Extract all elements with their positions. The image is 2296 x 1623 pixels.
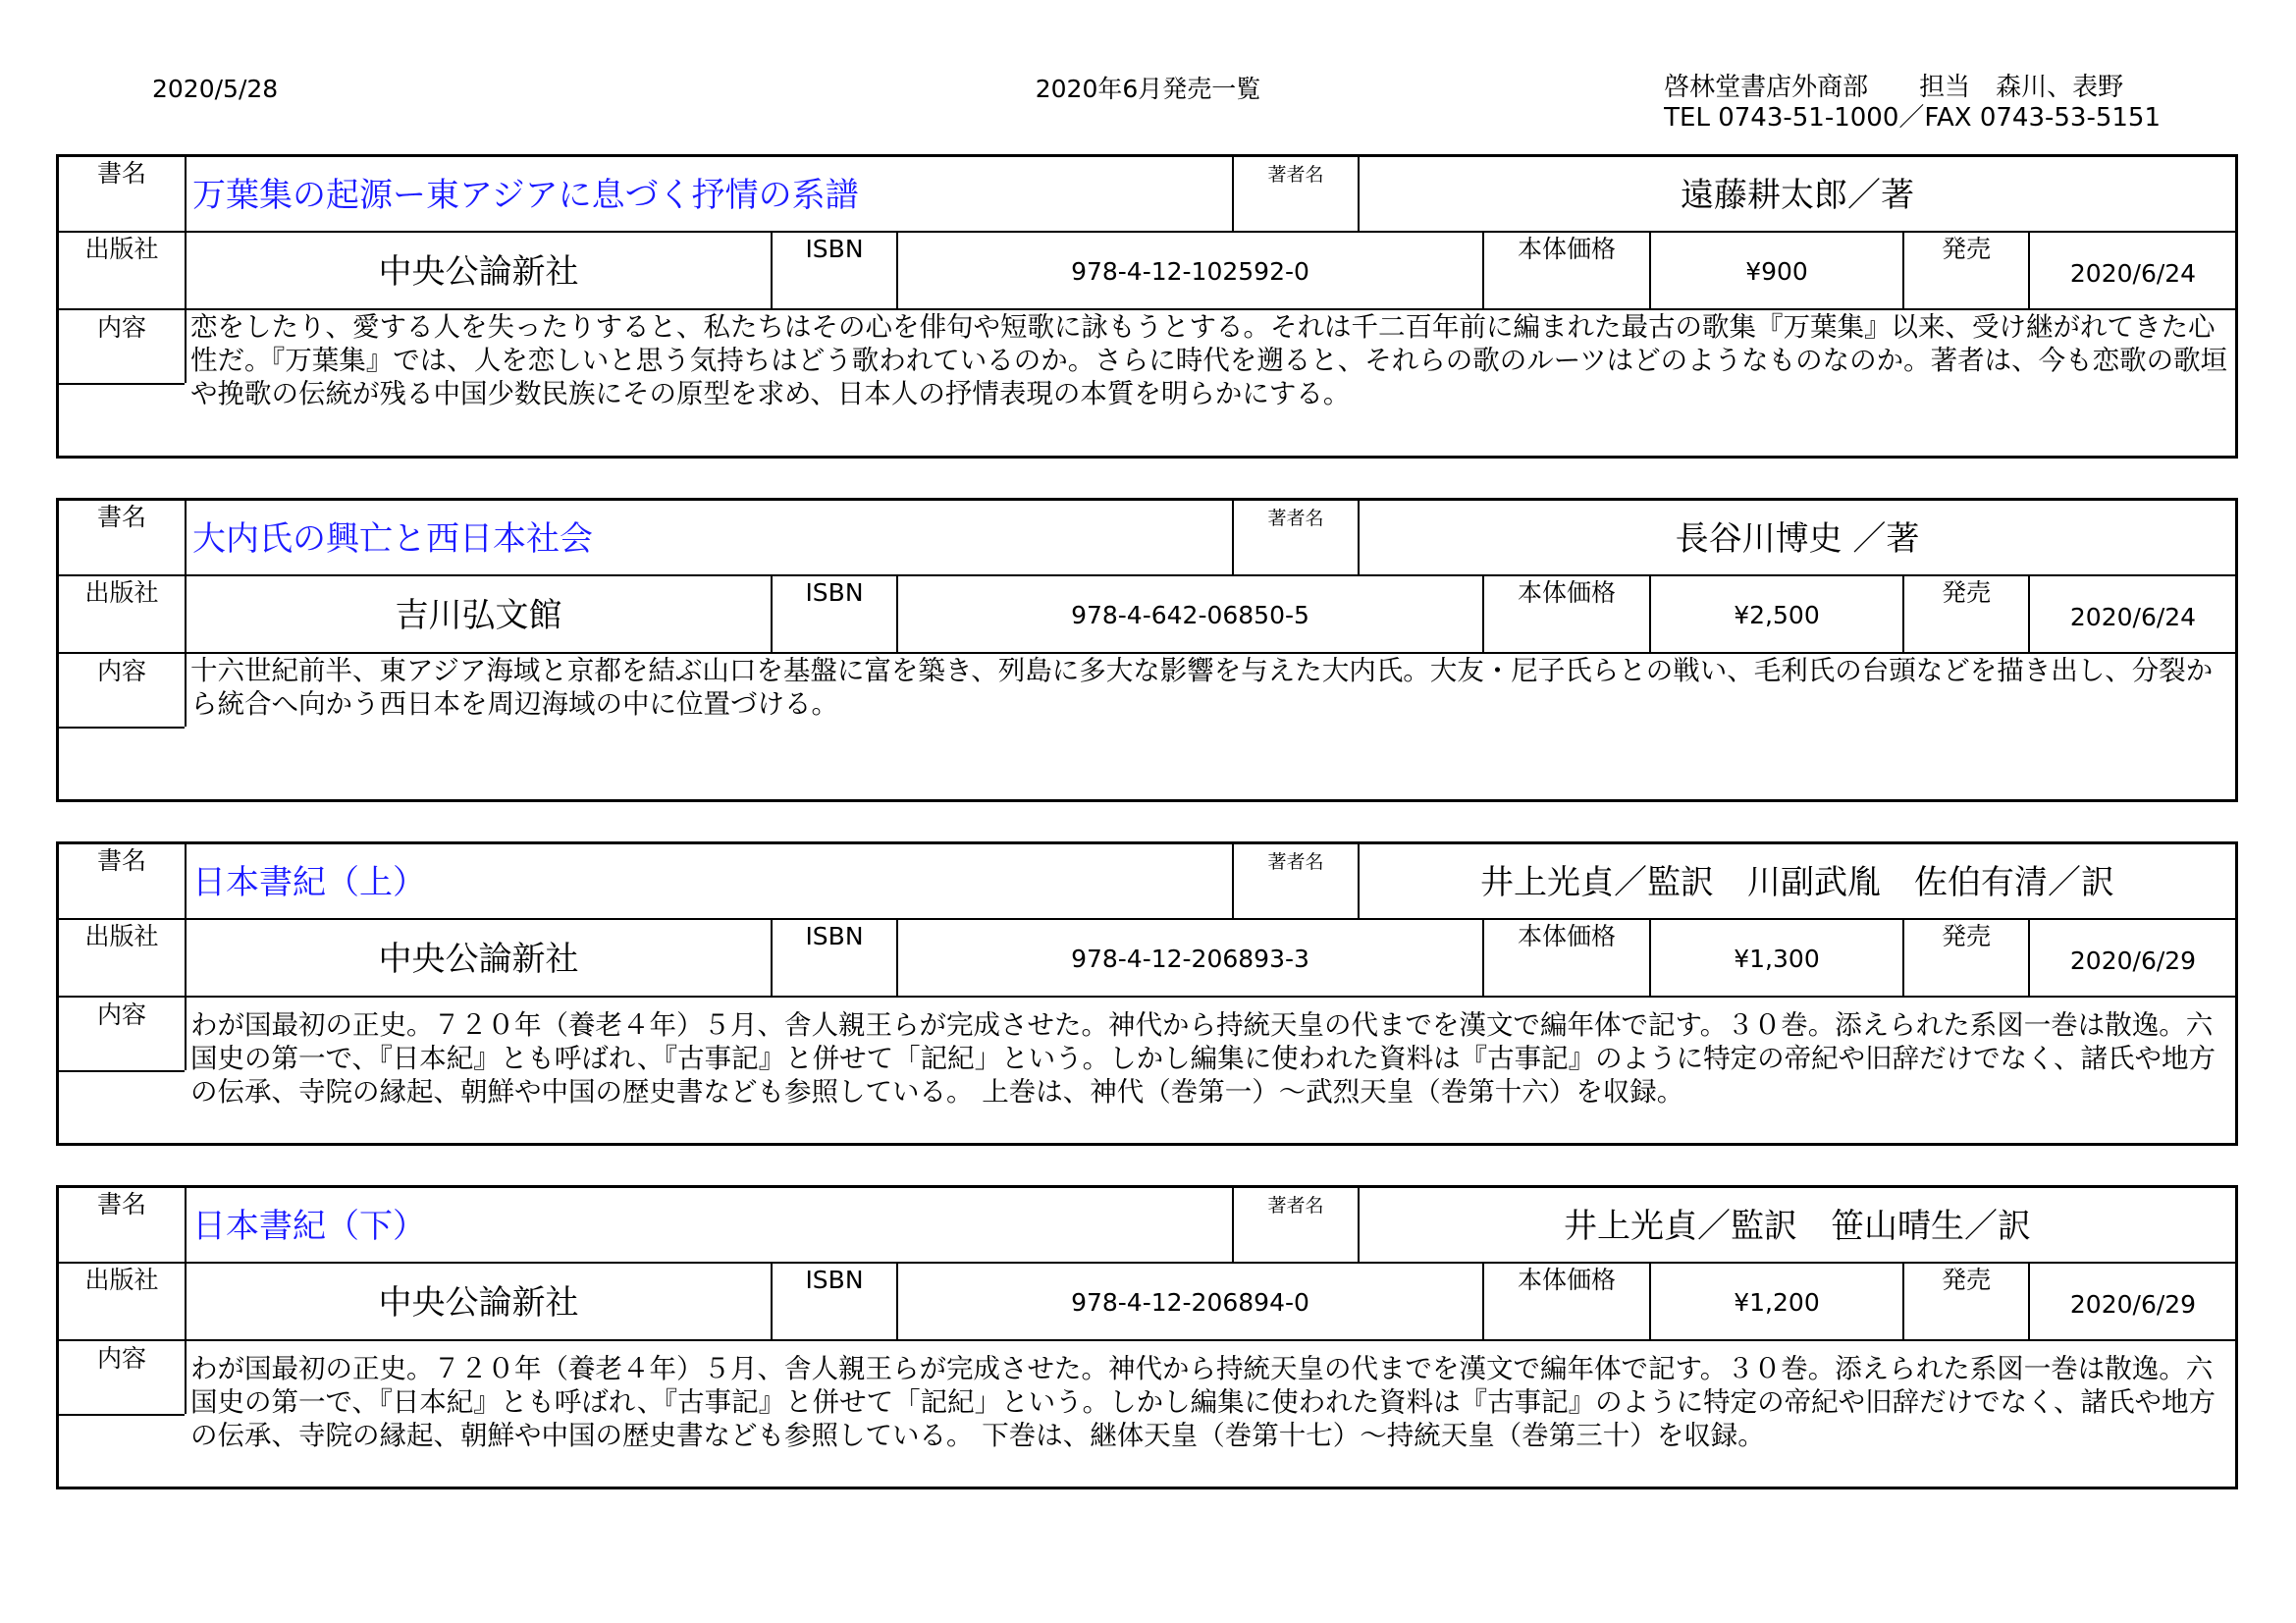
isbn-label: ISBN <box>805 922 864 950</box>
book-entry <box>56 498 2238 802</box>
document-title: 2020年6月発売一覧 <box>1035 75 1261 103</box>
company-line: 啓林堂書店外商部 担当 森川、表野 <box>1664 73 2124 102</box>
price-label: 本体価格 <box>1517 235 1616 263</box>
book-publisher: 中央公論新社 <box>378 1283 579 1323</box>
book-entry <box>56 1185 2238 1489</box>
isbn-label: ISBN <box>805 235 864 263</box>
book-price: ¥900 <box>1745 257 1808 286</box>
book-title: 万葉集の起源ー東アジアに息づく抒情の系譜 <box>192 176 859 215</box>
title-label: 書名 <box>96 159 146 188</box>
isbn-label: ISBN <box>805 1266 864 1294</box>
book-publisher: 中央公論新社 <box>378 252 579 292</box>
book-isbn: 978-4-642-06850-5 <box>1071 601 1309 629</box>
contact-line: TEL 0743-51-1000／FAX 0743-53-5151 <box>1664 103 2161 133</box>
book-description: わが国最初の正史。７２０年（養老４年）５月、舎人親王らが完成させた。神代から持統天皇の代までを漢文で編年体で記す。３０巻。添えられた系図一巻は散逸。六国史の第一で、『日本紀』とも呼ばれ、『古事記』と併せて「記紀」という。しかし編集に使われた資料は『古事記』のように特定の帝紀や旧辞だけでなく、諸氏や地方の伝承、寺院の縁起、朝鮮や中国の歴史書なども参照している。 下巻は、継体天皇（巻第十七）～持統天皇（巻第三十）を収録。 <box>190 1353 2216 1451</box>
book-title: 日本書紀（上） <box>192 863 426 902</box>
book-description: 恋をしたり、愛する人を失ったりすると、私たちはその心を俳句や短歌に詠もうとする。それは千二百年前に編まれた最古の歌集『万葉集』以来、受け継がれてきた心性だ。『万葉集』では、人を恋しいと思う気持ちはどう歌われているのか。さらに時代を遡ると、それらの歌のルーツはどのようなものなのか。著者は、今も恋歌の歌垣や挽歌の伝統が残る中国少数民族にその原型を求め、日本人の抒情表現の本質を明らかにする。 <box>190 311 2228 409</box>
book-entry <box>56 841 2238 1146</box>
book-author: 遠藤耕太郎／著 <box>1681 176 1914 215</box>
book-author: 井上光貞／監訳 川副武胤 佐伯有清／訳 <box>1480 863 2114 902</box>
content-label: 内容 <box>96 1344 146 1373</box>
release-label: 発売 <box>1941 1266 1991 1294</box>
release-label: 発売 <box>1941 578 1991 607</box>
book-author: 長谷川博史 ／著 <box>1675 519 1920 559</box>
document-contact-block <box>1664 73 2161 134</box>
book-publisher: 中央公論新社 <box>378 940 579 979</box>
book-release-date: 2020/6/24 <box>2069 603 2197 631</box>
book-release-date: 2020/6/24 <box>2069 259 2197 288</box>
book-publisher: 吉川弘文館 <box>395 596 562 635</box>
book-release-date: 2020/6/29 <box>2069 947 2197 975</box>
isbn-label: ISBN <box>805 578 864 607</box>
publisher-label: 出版社 <box>84 922 159 950</box>
book-title: 日本書紀（下） <box>192 1207 426 1246</box>
title-label: 書名 <box>96 503 146 531</box>
author-label: 著者名 <box>1267 508 1324 529</box>
price-label: 本体価格 <box>1517 922 1616 950</box>
price-label: 本体価格 <box>1517 1266 1616 1294</box>
book-price: ¥2,500 <box>1734 601 1820 629</box>
content-label: 内容 <box>96 657 146 685</box>
book-isbn: 978-4-12-102592-0 <box>1071 257 1309 286</box>
release-label: 発売 <box>1941 922 1991 950</box>
author-label: 著者名 <box>1267 164 1324 186</box>
publisher-label: 出版社 <box>84 1266 159 1294</box>
book-author: 井上光貞／監訳 笹山晴生／訳 <box>1564 1207 2031 1246</box>
book-entry <box>56 154 2238 459</box>
author-label: 著者名 <box>1267 851 1324 873</box>
document-date: 2020/5/28 <box>152 75 279 103</box>
book-description: 十六世紀前半、東アジア海域と京都を結ぶ山口を基盤に富を築き、列島に多大な影響を与えた大内氏。大友・尼子氏らとの戦い、毛利氏の台頭などを描き出し、分裂から統合へ向かう西日本を周辺海域の中に位置づける。 <box>190 655 2214 720</box>
book-release-date: 2020/6/29 <box>2069 1290 2197 1319</box>
title-label: 書名 <box>96 846 146 875</box>
book-title: 大内氏の興亡と西日本社会 <box>192 519 593 559</box>
release-label: 発売 <box>1941 235 1991 263</box>
content-label: 内容 <box>96 1001 146 1029</box>
book-description: わが国最初の正史。７２０年（養老４年）５月、舎人親王らが完成させた。神代から持統天皇の代までを漢文で編年体で記す。３０巻。添えられた系図一巻は散逸。六国史の第一で、『日本紀』とも呼ばれ、『古事記』と併せて「記紀」という。しかし編集に使われた資料は『古事記』のように特定の帝紀や旧辞だけでなく、諸氏や地方の伝承、寺院の縁起、朝鮮や中国の歴史書なども参照している。 上巻は、神代（巻第一）～武烈天皇（巻第十六）を収録。 <box>190 1009 2216 1108</box>
book-isbn: 978-4-12-206894-0 <box>1071 1288 1309 1317</box>
book-price: ¥1,300 <box>1734 945 1820 973</box>
author-label: 著者名 <box>1267 1195 1324 1217</box>
publisher-label: 出版社 <box>84 578 159 607</box>
book-price: ¥1,200 <box>1734 1288 1820 1317</box>
content-label: 内容 <box>96 313 146 342</box>
publisher-label: 出版社 <box>84 235 159 263</box>
price-label: 本体価格 <box>1517 578 1616 607</box>
title-label: 書名 <box>96 1190 146 1218</box>
book-isbn: 978-4-12-206893-3 <box>1071 945 1309 973</box>
